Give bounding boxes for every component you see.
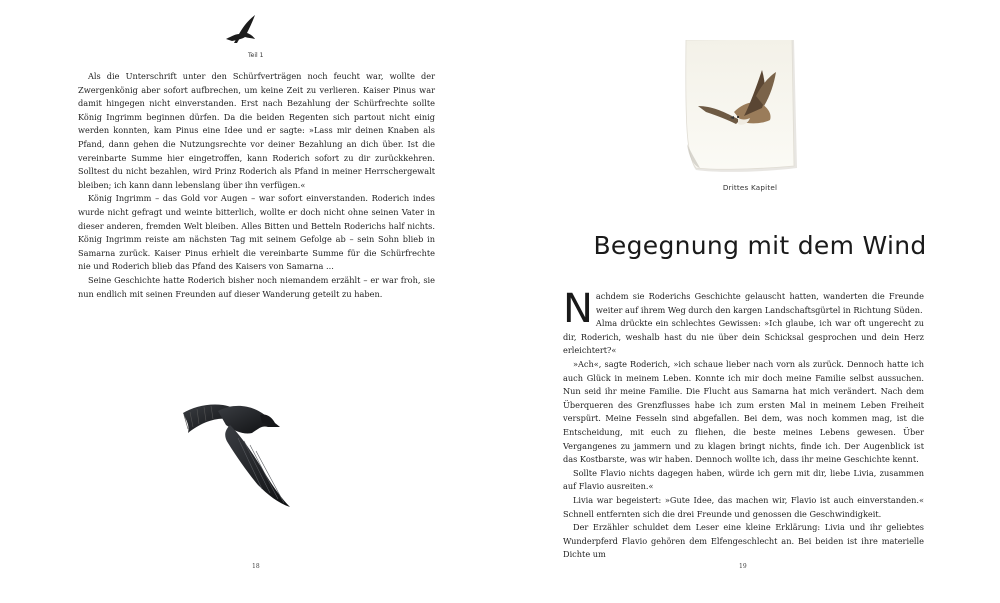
paragraph: Als die Unterschrift unter den Schürfverträgen noch feucht war, wollte der Zwergenkönig aber sofort aufbrechen, um keine Zeit zu verlieren. Kaiser Pinus war damit hingegen nicht einverstanden. Erst nach Bezahlung der Schürfrechte sollte König Ingrimm beginnen dürfen. Da die beiden Regenten sich partout nicht einig werden konnten, kam Pinus eine Idee und er sagte: »Lass mir deinen Knaben als Pfand, dann gehen die Nutzungsrechte vor deiner Bezahlung an dich über. Ist die vereinbarte Summe hier eingetroffen, kann Roderich sofort zu dir zurückkehren. Solltest du nicht bezahlen, wird Prinz Roderich als Pfand in meiner Herrschergewalt bleiben; ich kann dann lebenslang über ihn verfügen.« [78,71,435,190]
right-body-text [563,286,924,562]
paragraph: König Ingrimm – das Gold vor Augen – war sofort einverstanden. Roderich indes wurde nicht gefragt und weinte bitterlich, wollte er doch nicht ohne seinen Vater in dieser anderen, fremden Welt bleiben. Alles Bitten und Betteln Roderichs half nichts. König Ingrimm reiste am nächsten Tag mit seinem Gefolge ab – sein Sohn blieb in Samarna zurück. Kaiser Pinus erhielt die vereinbarte Summe für die Schürfrechte nie und Roderich blieb das Pfand des Kaisers von Samarna ... [78,193,435,272]
sparrow-photo [684,40,799,175]
opening-paragraph [563,286,924,332]
page-number: 18 [252,563,260,570]
page-number: 19 [739,563,747,570]
right-page [500,0,1000,603]
left-body-text [78,70,435,301]
chapter-label: Drittes Kapitel [722,183,778,192]
chapter-title: Begegnung mit dem Wind [593,231,927,260]
paragraph: Alma drückte ein schlechtes Gewissen: »Ich glaube, ich war oft ungerecht zu dir, Roderich, weshalb hast du nie über dein Schicksal gesprochen und dein Herz erleichtert?« [563,318,924,356]
drop-cap: N [563,286,593,332]
bird-icon [224,12,260,46]
paragraph: Sollte Flavio nichts dagegen haben, würde ich gern mit dir, liebe Livia, zusammen auf Flavio ausreiten.« [563,467,924,492]
running-head-label: Teil 1 [248,52,264,59]
opening-text: achdem sie Roderichs Geschichte gelauscht hatten, wanderten die Freunde weiter auf ihrem Weg durch den kargen Landschaftsgürtel in Richtung Süden. [595,291,924,315]
running-head [210,10,290,59]
paragraph: »Ach«, sagte Roderich, »ich schaue lieber nach vorn als zurück. Dennoch hatte ich auch Glück in meinem Leben. Konnte ich mir doch meine Familie selbst aussuchen. Nun seid ihr meine Familie. Die Flucht aus Samarna hat mich verändert. Nach dem Überqueren des Grenzflusses habe ich zum ersten Mal in meinem Leben Freiheit verspürt. Meine Fesseln sind abgefallen. Bei dem, was noch kommen mag, ist die Entscheidung, mit euch zu fliehen, die beste meines Lebens gewesen. Über Vergangenes zu jammern und zu klagen bringt nichts, finde ich. Der Augenblick ist das Kostbarste, was wir haben. Dennoch wollte ich, dass ihr meine Geschichte kennt. [563,358,924,465]
paragraph: Seine Geschichte hatte Roderich bisher noch niemandem erzählt – er war froh, sie nun endlich mit seinen Freunden auf dieser Wanderung geteilt zu haben. [78,274,435,299]
raven-illustration [178,393,298,513]
paragraph: Livia war begeistert: »Gute Idee, das machen wir, Flavio ist auch einverstanden.« Schnell entfernten sich die drei Freunde und genossen die Geschwindigkeit. [563,494,924,519]
paragraph: Der Erzähler schuldet dem Leser eine kleine Erklärung: Livia und ihr geliebtes Wunderpferd Flavio gehören dem Elfengeschlecht an. Bei beiden ist ihre materielle Dichte um [563,522,924,560]
